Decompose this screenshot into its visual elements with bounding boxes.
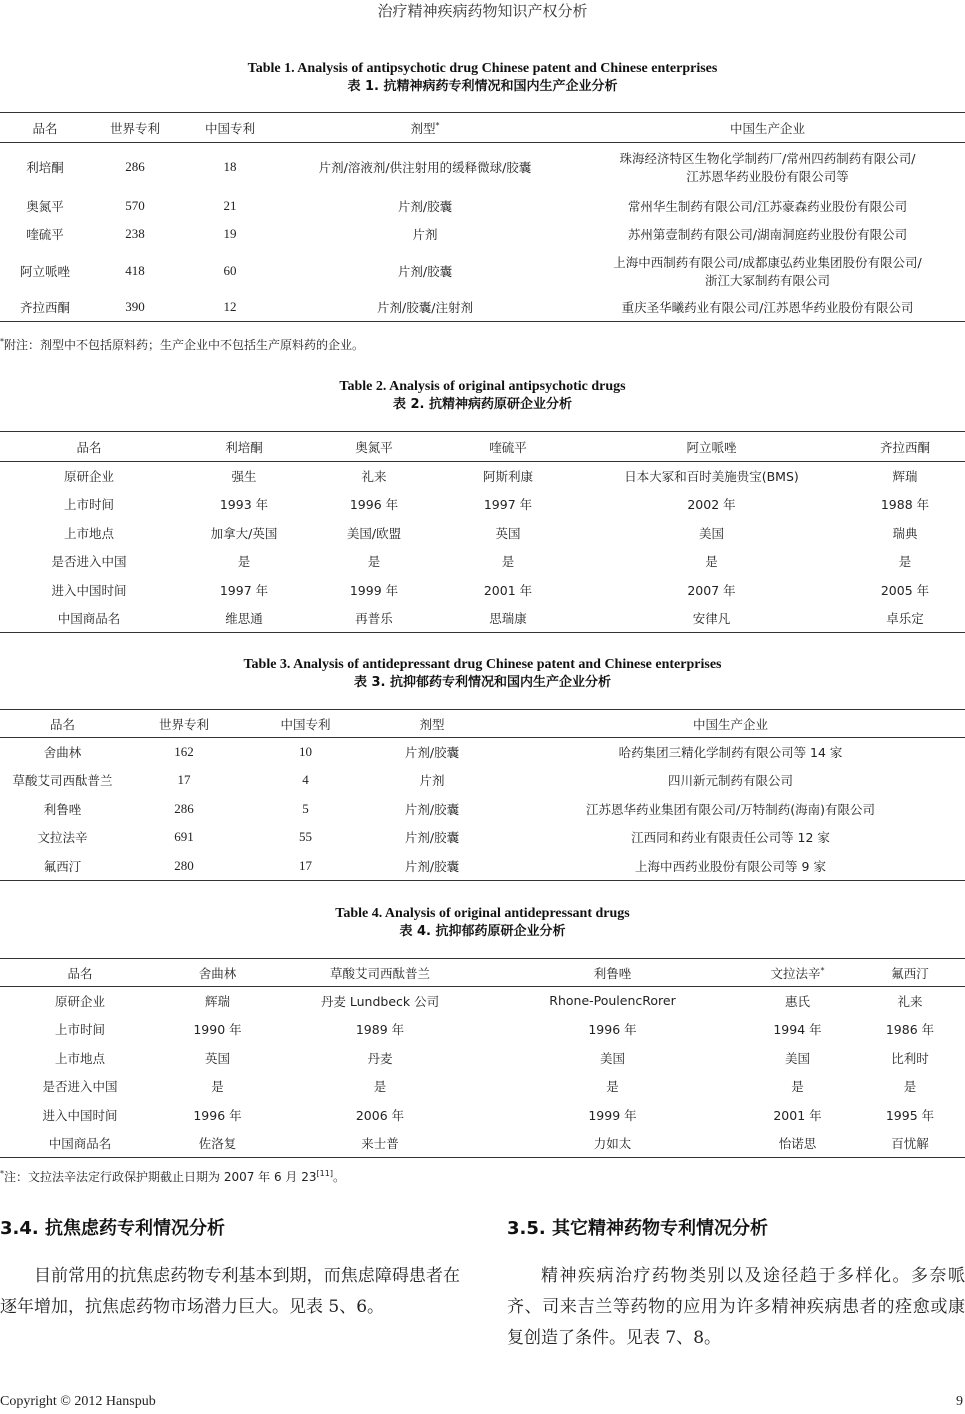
table2-caption-en: Table 2. Analysis of original antipsychotic drugs <box>339 379 626 394</box>
table-row: 利培酮 286 18 片剂/溶液剂/供注射用的缓释微球/胶囊 珠海经济特区生物化学制药厂/常州四药制药有限公司/ 江苏恩华药业股份有限公司等 <box>26 151 916 185</box>
table4-header-3: 利鲁唑 <box>593 965 632 981</box>
table1-header-china-patent: 中国专利 <box>204 120 255 136</box>
table-row: 上市地点 加拿大/英国 美国/欧盟 英国 美国 瑞典 <box>63 525 918 541</box>
table2-header-3: 喹硫平 <box>489 439 527 455</box>
running-header: 治疗精神疾病药物知识产权分析 <box>377 2 588 20</box>
section-3-5-paragraph: 精神疾病治疗药物类别以及途径趋于多样化。多奈哌齐、司来吉兰等药物的应用为许多精神疾病患者的痊愈或康复创造了条件。见表 7、8。 <box>507 1266 965 1348</box>
table-row: 利鲁唑 286 5 片剂/胶囊 江苏恩华药业集团有限公司/万特制药(海南)有限公司 <box>43 800 875 817</box>
table-row: 氟西汀 280 17 片剂/胶囊 上海中西药业股份有限公司等 9 家 <box>0 852 965 881</box>
table2-header-4: 阿立哌唑 <box>686 439 737 455</box>
table1-caption <box>0 60 965 96</box>
table-row: 文拉法辛 691 55 片剂/胶囊 江西同和药业有限责任公司等 12 家 <box>37 829 830 845</box>
table2-caption-zh: 表 2. 抗精神病药原研企业分析 <box>392 397 573 412</box>
table1-header-world-patent: 世界专利 <box>109 120 160 136</box>
table3-header-name: 品名 <box>49 716 75 732</box>
table-row: 中国商品名 维思通 再普乐 思瑞康 安律凡 卓乐定 <box>0 604 965 633</box>
table2-header-0: 品名 <box>76 439 102 455</box>
copyright-footer: Copyright © 2012 Hanspub <box>0 1394 156 1409</box>
table1 <box>0 112 965 322</box>
table2-header-1: 利培酮 <box>225 439 263 455</box>
table3-header-china-patent: 中国专利 <box>280 716 331 732</box>
table4-header-0: 品名 <box>67 965 93 981</box>
table4-caption-en: Table 4. Analysis of original antidepressant drugs <box>335 906 630 921</box>
table-row: 喹硫平 238 19 片剂 苏州第壹制药有限公司/湖南洞庭药业股份有限公司 <box>26 226 908 242</box>
table-row: 奥氮平 570 21 片剂/胶囊 常州华生制药有限公司/江苏豪森药业股份有限公司 <box>26 197 908 214</box>
table4-caption-zh: 表 4. 抗抑郁药原研企业分析 <box>399 924 566 939</box>
table3 <box>0 709 965 881</box>
table2-header-5: 齐拉西酮 <box>879 439 930 455</box>
table1-footnote: *附注：剂型中不包括原料药；生产企业中不包括生产原料药的企业。 <box>0 337 365 352</box>
table4-header-5: 氟西汀 <box>891 965 929 981</box>
table-row: 舍曲林 162 10 片剂/胶囊 哈药集团三精化学制药有限公司等 14 家 <box>43 743 843 760</box>
table3-caption <box>0 656 965 692</box>
table4-caption <box>0 905 965 941</box>
table1-header-name: 品名 <box>32 120 58 136</box>
table-row: 草酸艾司西酞普兰 17 4 片剂 四川新元制药有限公司 <box>12 772 793 788</box>
table-row: 进入中国时间 1996 年 2006 年 1999 年 2001 年 1995 年 <box>42 1107 935 1123</box>
table-row: 齐拉西酮 390 12 片剂/胶囊/注射剂 重庆圣华曦药业有限公司/江苏恩华药业股份有限公司 <box>0 293 965 322</box>
table-row: 进入中国时间 1997 年 1999 年 2001 年 2007 年 2005 年 <box>51 582 930 598</box>
table1-caption-zh: 表 1. 抗精神病药专利情况和国内生产企业分析 <box>347 79 618 94</box>
table4-footnote: *注：文拉法辛法定行政保护期截止日期为 2007 年 6 月 23[11]。 <box>0 1169 345 1184</box>
section-3-4-paragraph: 目前常用的抗焦虑药物专利基本到期，而焦虑障碍患者在逐年增加，抗焦虑药物市场潜力巨大。见表 5、6。 <box>0 1266 460 1317</box>
table4-header-1: 舍曲林 <box>198 965 237 981</box>
table1-header-enterprise: 中国生产企业 <box>729 120 805 136</box>
page-number: 9 <box>956 1394 963 1409</box>
table2-caption <box>0 378 965 414</box>
table-row: 原研企业 强生 礼来 阿斯利康 日本大冢和百时美施贵宝(BMS) 辉瑞 <box>63 468 918 484</box>
table-row: 中国商品名 佐洛复 来士普 力如太 怡诺思 百忧解 <box>0 1129 965 1158</box>
table3-header-world-patent: 世界专利 <box>158 716 209 732</box>
table3-caption-zh: 表 3. 抗抑郁药专利情况和国内生产企业分析 <box>353 675 612 690</box>
table3-header-enterprise: 中国生产企业 <box>692 716 768 732</box>
table1-caption-en: Table 1. Analysis of antipsychotic drug Chinese patent and Chinese enterprises <box>247 61 718 76</box>
table-row: 上市时间 1993 年 1996 年 1997 年 2002 年 1988 年 <box>63 497 930 512</box>
table3-caption-en: Table 3. Analysis of antidepressant drug Chinese patent and Chinese enterprises <box>243 657 722 672</box>
section-3-5-heading: 3.5. 其它精神药物专利情况分析 <box>507 1218 768 1239</box>
table4 <box>0 958 965 1158</box>
table2 <box>0 431 965 633</box>
table4-header-4: 文拉法辛* <box>770 965 825 981</box>
table2-header-2: 奥氮平 <box>355 439 393 455</box>
table-row: 阿立哌唑 418 60 片剂/胶囊 上海中西制药有限公司/成都康弘药业集团股份有限公司/ 浙江大冢制药有限公司 <box>19 254 922 288</box>
table-row: 是否进入中国 是 是 是 是 是 <box>42 1079 917 1094</box>
table-row: 上市时间 1990 年 1989 年 1996 年 1994 年 1986 年 <box>54 1022 935 1037</box>
section-3-4-heading: 3.4. 抗焦虑药专利情况分析 <box>0 1218 225 1239</box>
table-row: 原研企业 辉瑞 丹麦 Lundbeck 公司 Rhone-PoulencRorer 惠氏 礼来 <box>54 993 923 1009</box>
table-row: 是否进入中国 是 是 是 是 是 <box>51 554 912 569</box>
table3-header-dosage-form: 剂型 <box>419 716 445 732</box>
table1-header-dosage-form: 剂型* <box>410 120 440 136</box>
table4-header-2: 草酸艾司西酞普兰 <box>329 965 430 981</box>
table-row: 上市地点 英国 丹麦 美国 美国 比利时 <box>54 1050 929 1066</box>
